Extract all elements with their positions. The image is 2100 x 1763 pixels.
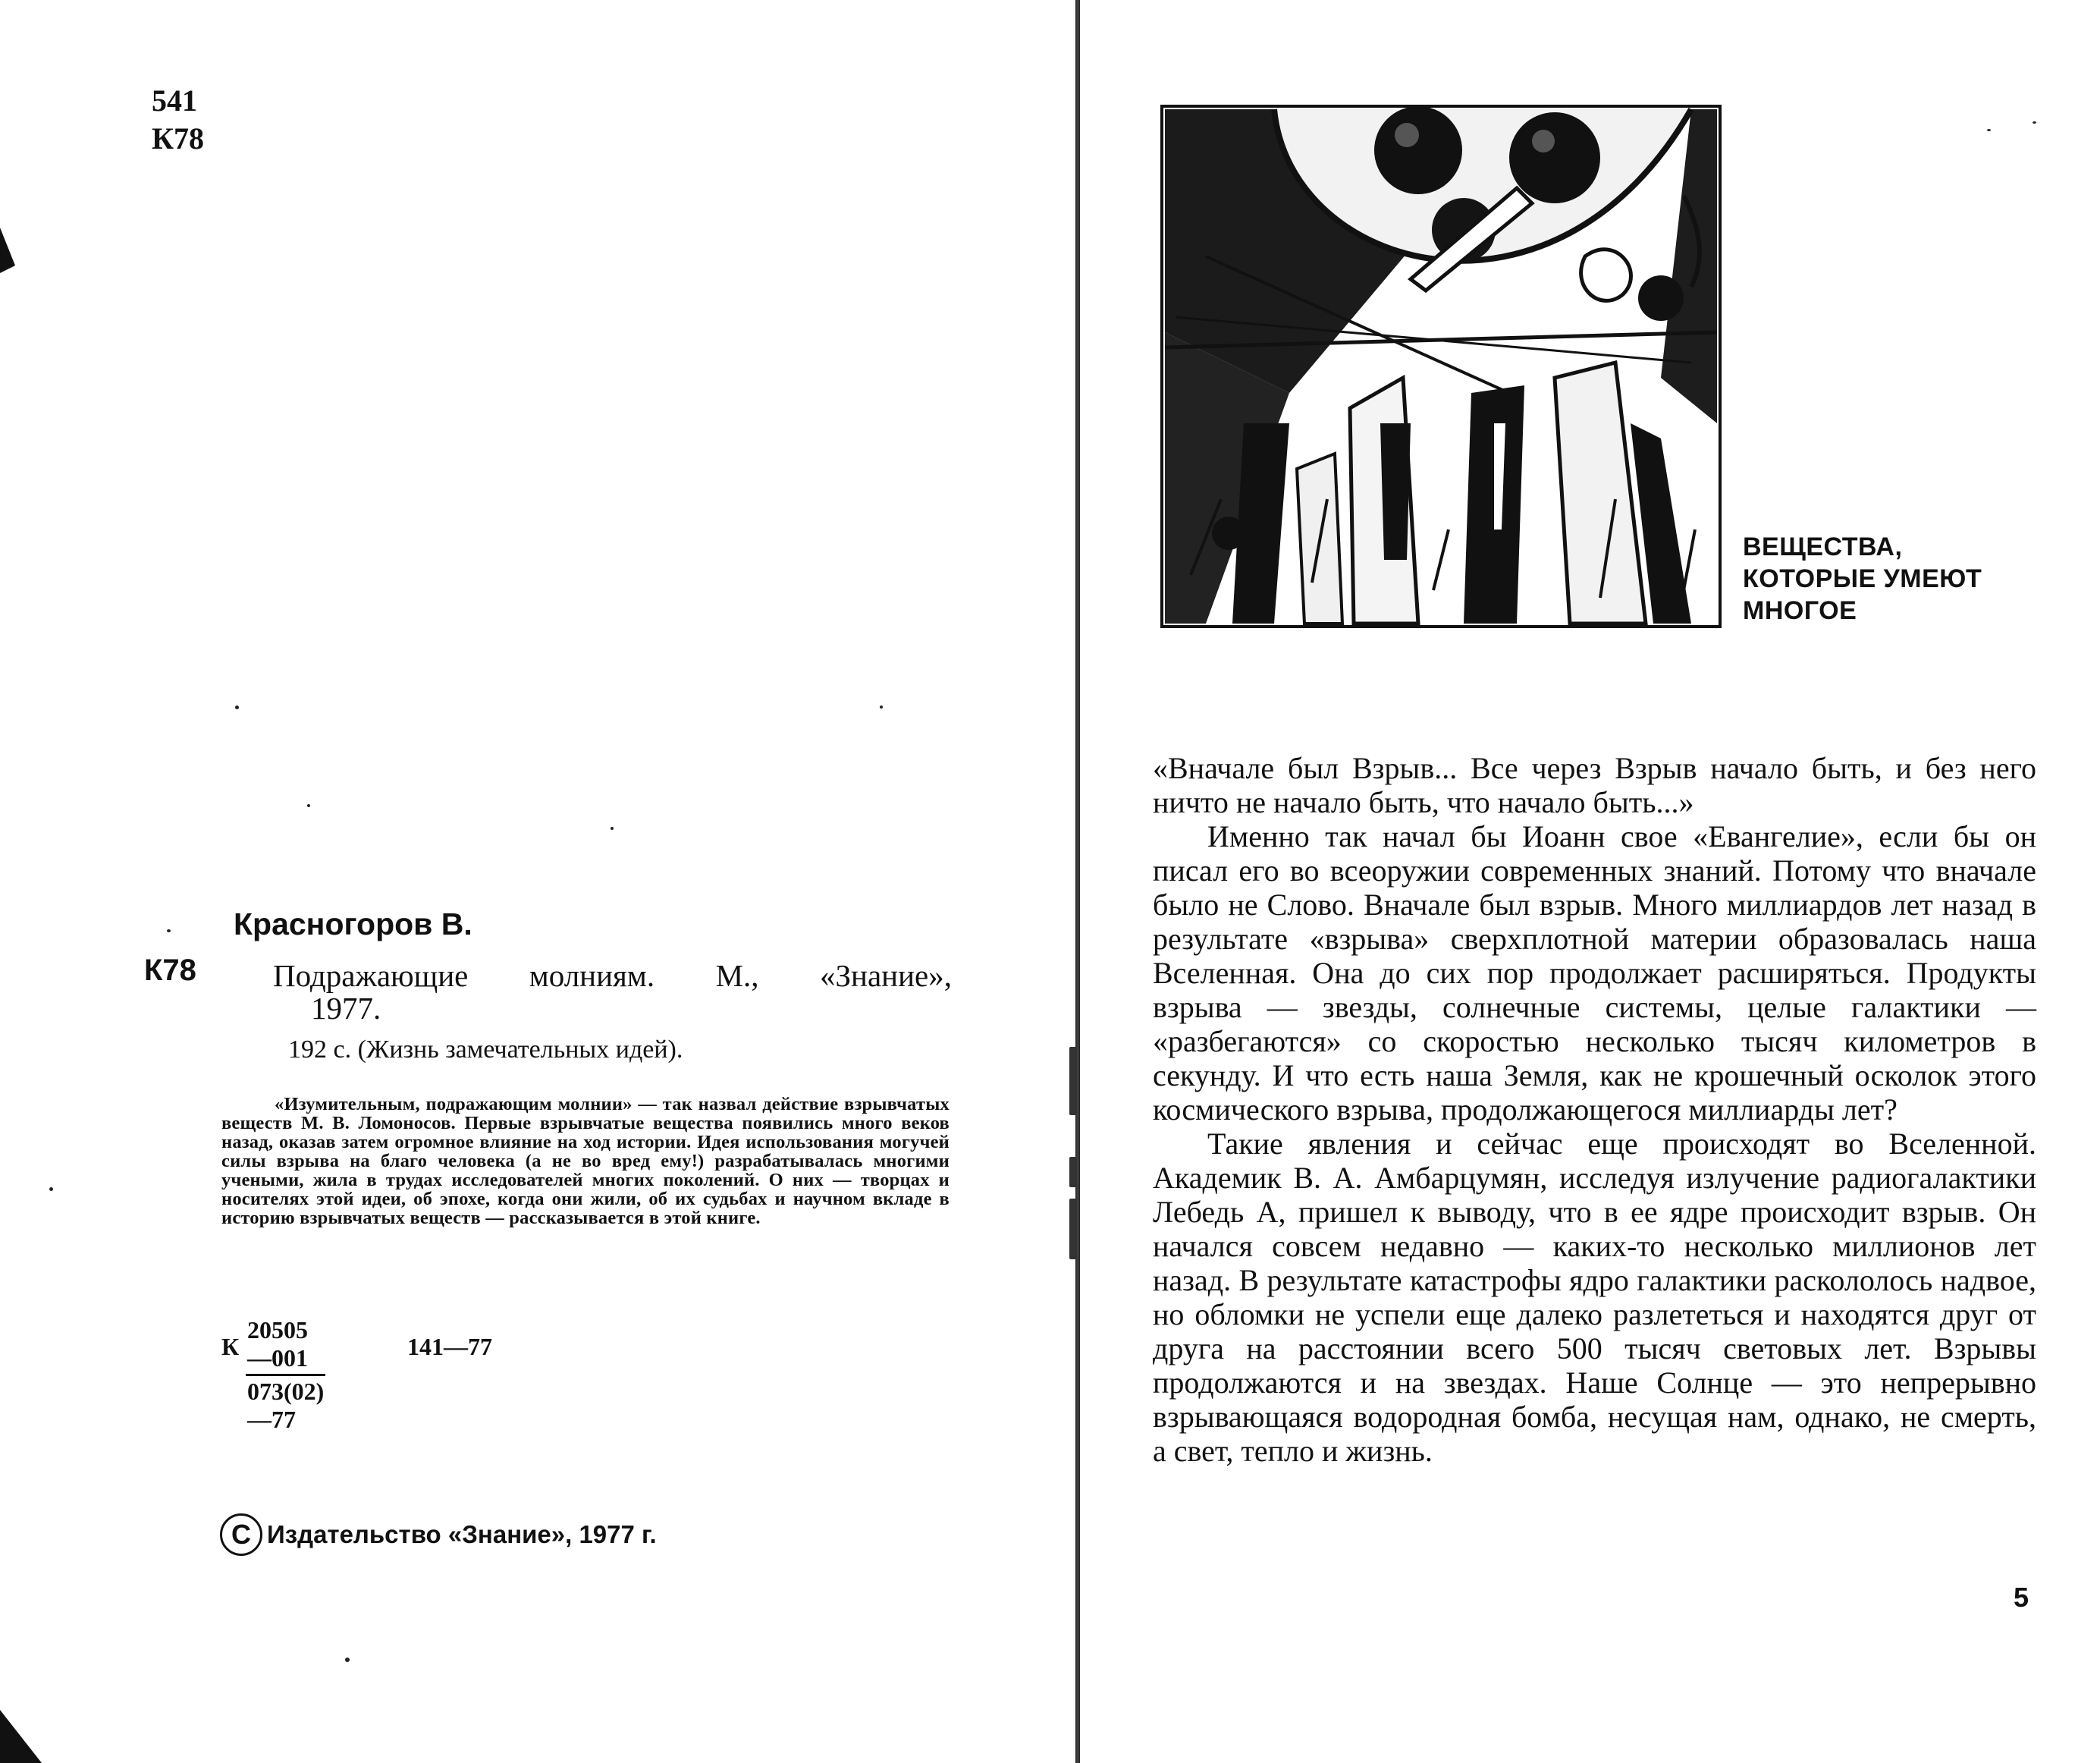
book-title: Подражающие молниям. М., «Знание», bbox=[273, 958, 952, 993]
body-paragraph: Именно так начал бы Иоанн свое «Евангелие», если бы он писал его во всеоружии современных знаний. Потому что вначале было не Слово. Вначале был взрыв. Много миллиардов лет назад в результате «взрыва» сверхплотной материи образовалась наша Вселенная. Она до сих пор продолжает расширяться. Продукты взрыва — звезды, солнечные системы, целые галактики — «разбегаются» со скоростью несколько тысяч километров в секунду. И что есть наша Земля, как не крошечный осколок этого космического взрыва, продолжающегося миллиарды лет? bbox=[1153, 819, 2036, 1127]
page-number: 5 bbox=[2014, 1582, 2029, 1613]
scan-speck bbox=[1987, 129, 1991, 131]
annotation: «Изумительным, подражающим молнии» — так назвал действие взрывчатых веществ М. В. Ломоносов. Первые взрывчатые вещества появились много веков назад, оказав затем огромное влияние на ход истории. Идея использования могучей силы взрыва на благо человека (а не во вред ему!) разрабатывалась многими учеными, жила в трудах исследователей многих поколений. О них — творцах и носителях этой идеи, об эпохе, когда они жили, об их судьбах и научном вкладе в историю взрывчатых веществ — рассказывается в этой книге. bbox=[221, 1094, 950, 1228]
body-text bbox=[1153, 751, 2036, 1468]
chapter-title-line: ВЕЩЕСТВА, bbox=[1743, 533, 1903, 561]
body-paragraph: Такие явления и сейчас еще происходят во Вселенной. Академик В. А. Амбарцумян, исследуя излучение радиогалактики Лебедь А, пришел к выводу, что в ее ядре происходит взрыв. Он начался совсем недавно — каких-то несколько миллионов лет назад. В результате катастрофы ядро галактики раскололось надвое, но обломки не успели еще далеко разлететься и находятся друг от друга на расстоянии всего 500 тысяч световых лет. Взрывы продолжаются и на звездах. Наше Солнце — это непрерывно взрывающаяся водородная бомба, несущая нам, однако, не смерть, а свет, тепло и жизнь. bbox=[1153, 1127, 2036, 1468]
publication-year: 1977. bbox=[311, 991, 381, 1026]
catalog-denominator: 073(02)—77 bbox=[247, 1378, 325, 1433]
copyright-icon: C bbox=[220, 1513, 262, 1556]
author-name: Красногоров В. bbox=[234, 907, 472, 941]
scan-speck bbox=[2033, 121, 2036, 124]
author-mark: К78 bbox=[152, 121, 205, 156]
chapter-illustration bbox=[1160, 105, 1722, 628]
epigraph-paragraph: «Вначале был Взрыв... Все через Взрыв начало быть, и без него ничто не начало быть, что начало быть...» bbox=[1153, 751, 2036, 819]
catalog-prefix: К bbox=[221, 1333, 240, 1360]
catalog-suffix: 141—77 bbox=[407, 1333, 492, 1360]
udc-index: 541 bbox=[152, 83, 197, 118]
chapter-title-line: КОТОРЫЕ УМЕЮТ bbox=[1743, 564, 1982, 593]
copyright-text: Издательство «Знание», 1977 г. bbox=[267, 1520, 657, 1548]
catalog-numerator: 20505—001 bbox=[246, 1316, 325, 1376]
pages-series: 192 с. (Жизнь замечательных идей). bbox=[288, 1035, 683, 1064]
catalog-mark: К78 bbox=[144, 954, 196, 987]
chapter-title bbox=[1743, 531, 1982, 627]
chapter-title-line: МНОГОЕ bbox=[1743, 596, 1857, 625]
